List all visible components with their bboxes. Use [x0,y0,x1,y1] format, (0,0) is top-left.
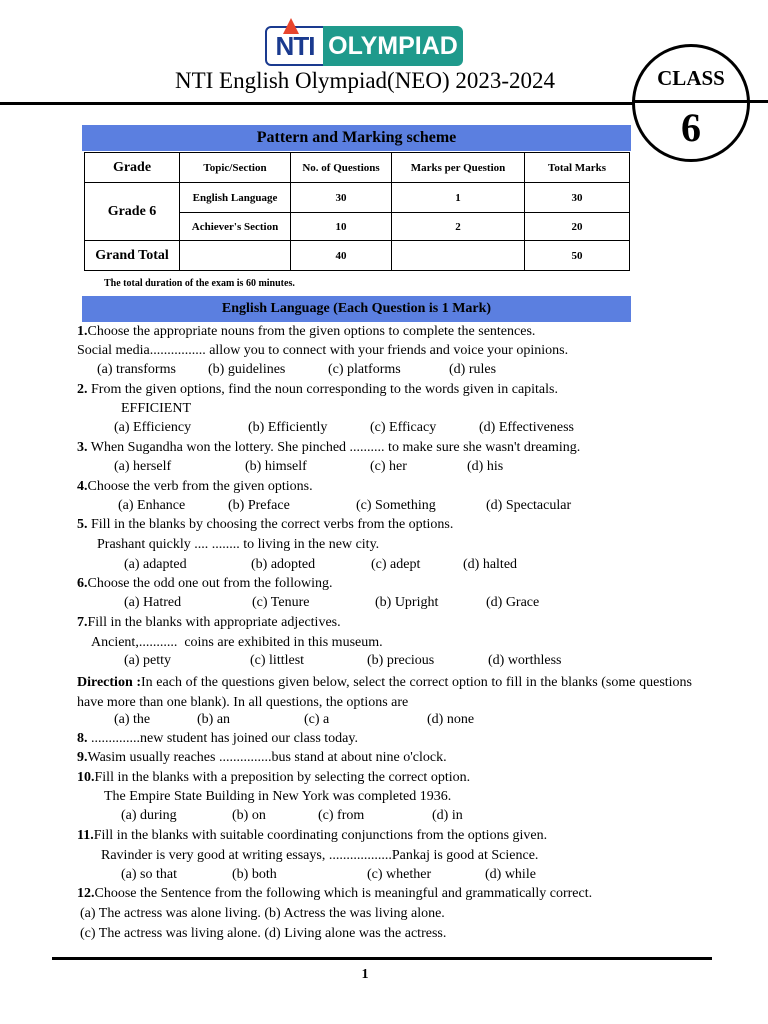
topic-cell: Achiever's Section [180,213,291,241]
option: (d) none [427,712,475,727]
table-row [85,183,630,213]
question-3: 3. When Sugandha won the lottery. She pinched .......... to make sure she wasn't dreaming. [77,440,581,455]
question-12: 12.Choose the Sentence from the following which is meaningful and grammatically correct. [77,886,593,901]
option: (a) Hatred [124,595,182,610]
option: (b) guidelines [208,362,286,377]
question-2: 2. From the given options, find the noun corresponding to the words given in capitals. [77,382,558,397]
question-12-options-line-1: (a) The actress was alone living. (b) Actress the was living alone. [80,906,445,921]
questions-cell: 10 [291,213,392,241]
scheme-banner: Pattern and Marking scheme [82,125,631,151]
table-row [85,241,630,271]
grand-total-marks-per [392,241,525,271]
grand-total-topic [180,241,291,271]
question-1: 1.Choose the appropriate nouns from the given options to complete the sentences. [77,324,536,339]
option: (c) adept [371,557,421,572]
marks-per-cell: 1 [392,183,525,213]
option: (a) the [114,712,151,727]
option: (a) Efficiency [114,420,192,435]
header-questions: No. of Questions [291,153,392,183]
logo-nti-text: NTI [265,26,325,66]
total-cell: 30 [525,183,630,213]
option: (c) Tenure [252,595,310,610]
option: (a) transforms [97,362,176,377]
class-label: CLASS [657,66,725,90]
question-8: 8. ..............new student has joined our class today. [77,731,358,746]
option: (c) Something [356,498,436,513]
topic-cell: English Language [180,183,291,213]
option: (b) adopted [251,557,316,572]
option: (b) on [232,808,266,823]
option: (a) adapted [124,557,187,572]
question-2-word: EFFICIENT [121,401,191,416]
questions-cell: 30 [291,183,392,213]
option: (d) his [467,459,504,474]
total-cell: 20 [525,213,630,241]
option: (a) herself [114,459,172,474]
question-11-sentence: Ravinder is very good at writing essays, ..................Pankaj is good at Science. [101,848,539,863]
question-4: 4.Choose the verb from the given options. [77,479,313,494]
option: (b) Efficiently [248,420,328,435]
header-rule [0,102,640,105]
option: (c) a [304,712,330,727]
footer-rule [52,957,712,960]
option: (c) from [318,808,365,823]
option: (d) while [485,867,536,882]
option: (c) whether [367,867,432,882]
question-7: 7.Fill in the blanks with appropriate adjectives. [77,615,341,630]
question-10: 10.Fill in the blanks with a preposition by selecting the correct option. [77,770,471,785]
header-total: Total Marks [525,153,630,183]
option: (d) halted [463,557,518,572]
question-5: 5. Fill in the blanks by choosing the correct verbs from the options. [77,517,454,532]
question-10-sentence: The Empire State Building in New York was completed 1936. [104,789,452,804]
option: (c) Efficacy [370,420,437,435]
question-11: 11.Fill in the blanks with suitable coordinating conjunctions from the options given. [77,828,548,843]
page-title: NTI English Olympiad(NEO) 2023-2024 [174,68,556,93]
grand-total-label: Grand Total [85,241,180,271]
option: (c) littlest [250,653,305,668]
grand-total-questions: 40 [291,241,392,271]
class-number: 6 [681,105,701,150]
class-badge-divider [632,100,768,103]
option: (b) himself [245,459,307,474]
question-12-options-line-2: (c) The actress was living alone. (d) Living alone was the actress. [80,926,447,941]
page-number: 1 [361,967,369,982]
direction-instructions: Direction :In each of the questions given below, select the correct option to fill in the blanks (some questions have more than one blank). In all questions, the options are [77,675,692,710]
exam-duration-note: The total duration of the exam is 60 minutes. [104,278,295,289]
option: (c) her [370,459,407,474]
option: (d) Grace [486,595,540,610]
marks-per-cell: 2 [392,213,525,241]
option: (b) both [232,867,277,882]
option: (d) Effectiveness [479,420,574,435]
question-7-sentence: Ancient,........... coins are exhibited in this museum. [91,635,383,650]
option: (c) platforms [328,362,401,377]
option: (a) Enhance [118,498,186,513]
grade-cell: Grade 6 [85,183,180,241]
grand-total-total: 50 [525,241,630,271]
logo-olympiad-text: OLYMPIAD [323,26,463,66]
section-banner: English Language (Each Question is 1 Mark) [82,296,631,322]
option: (a) petty [124,653,172,668]
option: (a) so that [121,867,177,882]
option: (b) Upright [375,595,439,610]
header-marks-per: Marks per Question [392,153,525,183]
question-1-sentence: Social media................ allow you to connect with your friends and voice your opinions. [77,343,569,358]
option: (a) during [121,808,177,823]
option: (d) in [432,808,463,823]
option: (b) an [197,712,231,727]
option: (b) precious [367,653,435,668]
header-topic: Topic/Section [180,153,291,183]
question-6: 6.Choose the odd one out from the following. [77,576,333,591]
nti-olympiad-logo [265,26,463,66]
marking-scheme-table [84,152,630,271]
header-grade: Grade [85,153,180,183]
flame-icon [283,18,299,34]
question-9: 9.Wasim usually reaches ...............bus stand at about nine o'clock. [77,750,447,765]
option: (b) Preface [228,498,290,513]
option: (d) rules [449,362,497,377]
option: (d) Spectacular [486,498,572,513]
option: (d) worthless [488,653,562,668]
question-5-sentence: Prashant quickly .... ........ to living in the new city. [97,537,380,552]
